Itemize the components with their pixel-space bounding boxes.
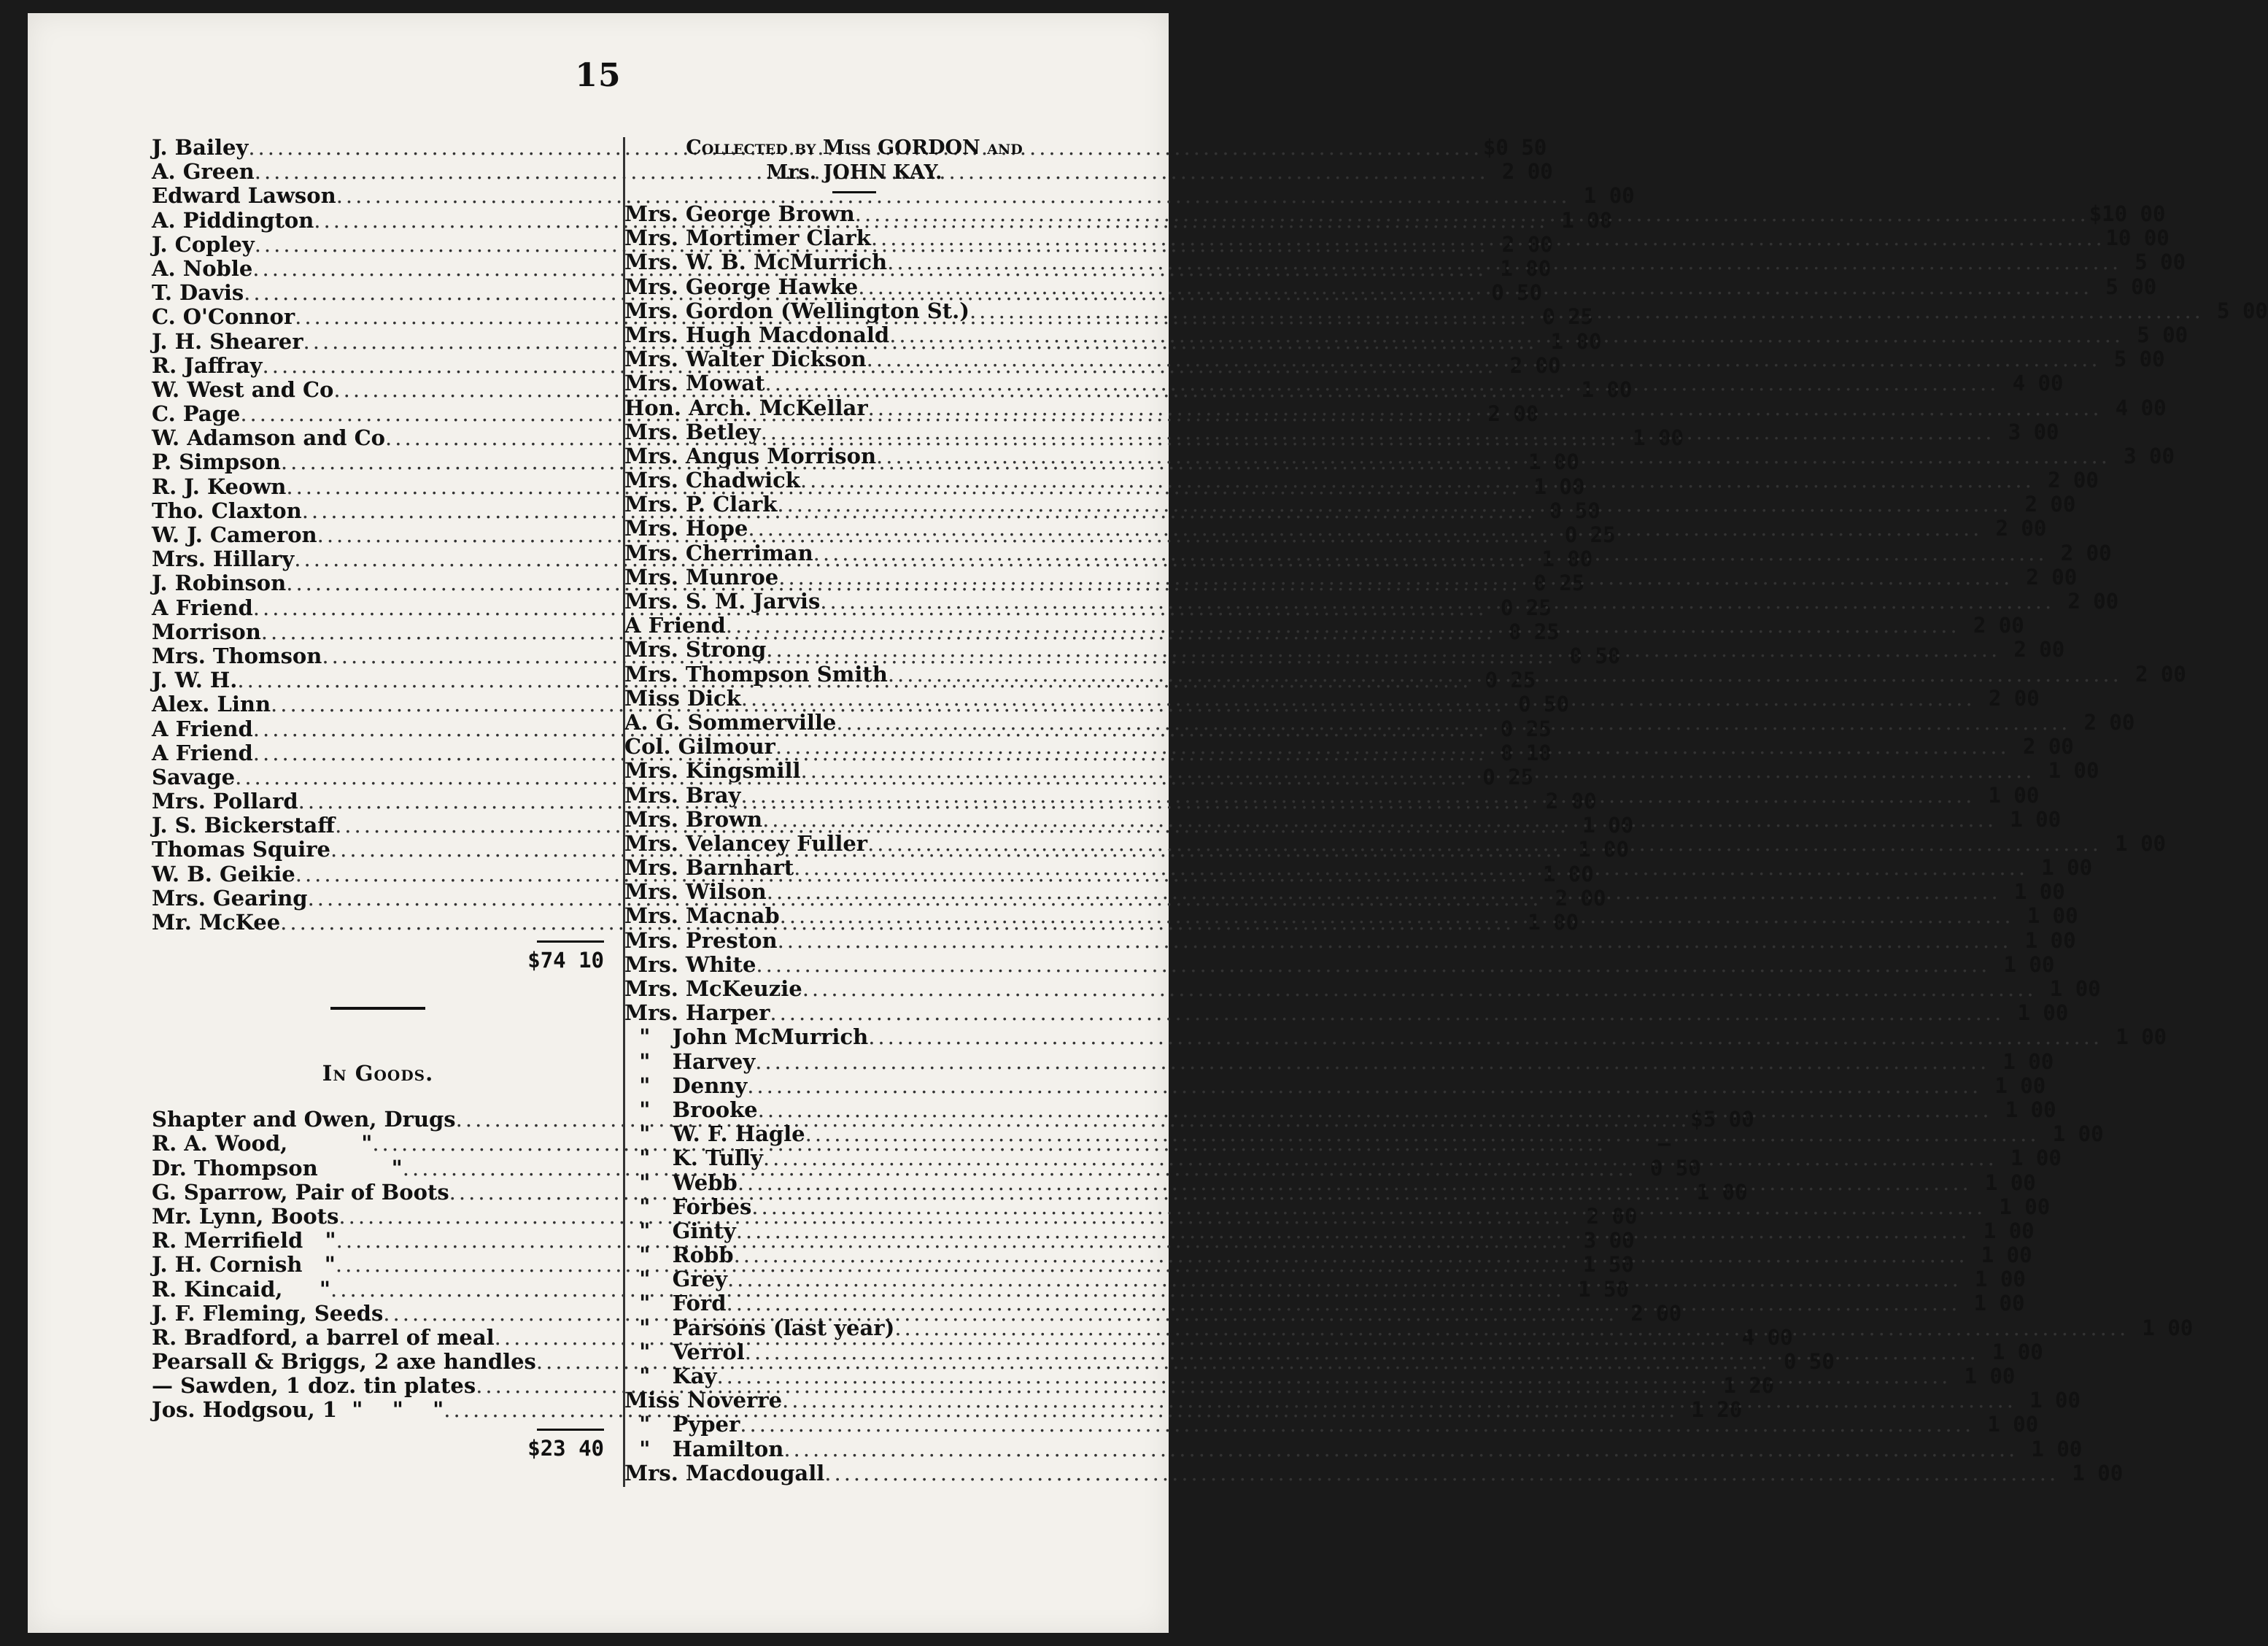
entry-name: R. Kincaid, " — [152, 1276, 331, 1302]
entry-amount: 2 00 — [1995, 516, 2047, 541]
list-item — [624, 855, 2093, 881]
list-item — [624, 1024, 2167, 1050]
entry-name: " K. Tully — [624, 1145, 763, 1171]
entry-name: Tho. Claxton — [152, 498, 302, 523]
entry-name: " Parsons (last year) — [624, 1315, 895, 1340]
entry-amount: 2 00 — [1586, 1203, 1638, 1229]
entry-name: Morrison — [152, 619, 261, 644]
entry-name: J. F. Fleming, Seeds — [152, 1300, 384, 1326]
left-total: $74 10 — [527, 948, 604, 973]
entry-amount: 5 00 — [2113, 347, 2165, 372]
entry-name: Mr. Lynn, Boots — [152, 1203, 339, 1229]
entry-amount: 0 50 — [1518, 692, 1569, 717]
leader-dots — [780, 904, 2014, 928]
entry-amount: 1 00 — [1633, 425, 1684, 451]
entry-name: " Webb — [624, 1170, 738, 1195]
entry-amount: 1 00 — [2027, 903, 2078, 929]
entry-name: Mrs. Mowat — [624, 371, 765, 396]
collected-heading-line2: Mrs. JOHN KAY. — [766, 161, 943, 184]
entry-amount: 1 00 — [1581, 376, 1633, 402]
leader-dots — [745, 1340, 1979, 1364]
leader-dots — [888, 662, 2122, 687]
heading-name: GORDON — [878, 136, 980, 159]
entry-name: C. O'Connor — [152, 304, 295, 330]
entry-name: J. H. Cornish " — [152, 1252, 336, 1278]
list-item — [624, 1000, 2069, 1026]
entry-amount: 0 25 — [1485, 668, 1536, 693]
collected-heading — [624, 136, 1084, 161]
entry-name: " Robb — [624, 1243, 734, 1268]
leader-dots — [727, 1267, 1962, 1291]
entry-amount: 1 00 — [1992, 1339, 2043, 1364]
entry-amount: 1 00 — [1533, 474, 1585, 499]
entry-name: T. Davis — [152, 280, 244, 306]
entry-name: Pearsall & Briggs, 2 axe handles — [152, 1349, 536, 1375]
leader-dots — [868, 1025, 2102, 1049]
entry-amount: 3 00 — [1583, 1228, 1635, 1253]
leader-dots — [766, 638, 2000, 662]
entry-name: " W. F. Hagle — [624, 1121, 805, 1147]
entry-name: A Friend — [152, 740, 253, 765]
list-item — [624, 951, 2055, 977]
entry-amount: 1 00 — [2017, 1000, 2069, 1026]
list-item — [624, 1436, 2083, 1461]
list-item — [624, 830, 2166, 856]
entry-amount: 0 25 — [1508, 619, 1560, 644]
entry-amount: 0 25 — [1542, 304, 1594, 330]
leader-dots — [805, 1122, 2040, 1146]
entry-amount: 2 00 — [1555, 885, 1606, 911]
leader-dots — [748, 517, 1982, 541]
entry-amount: 1 00 — [2010, 806, 2062, 832]
entry-amount: 1 00 — [1983, 1218, 2035, 1243]
entry-amount: 0 25 — [1564, 522, 1616, 547]
entry-amount: 5 00 — [2137, 322, 2188, 347]
entry-amount: 10 00 — [2105, 225, 2170, 251]
entry-amount: 4 00 — [2012, 371, 2064, 396]
entry-name: " Kay — [624, 1364, 717, 1388]
heading-prefix: Collected by Miss — [686, 136, 871, 159]
entry-name: " Ginty — [624, 1218, 736, 1243]
list-item — [624, 806, 2062, 832]
entry-name: Mrs. W. B. McMurrich — [624, 250, 888, 275]
entry-name: Mrs. Strong — [624, 637, 767, 662]
entry-amount: 3 00 — [2124, 443, 2175, 468]
entry-amount: 1 00 — [1987, 1412, 2039, 1437]
leader-dots — [761, 420, 1995, 444]
list-item — [624, 927, 2076, 953]
entry-name: R. Merrifield " — [152, 1228, 336, 1253]
leader-dots — [836, 711, 2070, 735]
list-item — [624, 1048, 2054, 1074]
entry-name: Mrs. Betley — [624, 419, 761, 444]
leader-dots — [887, 250, 2121, 274]
entry-name: Mrs. Hugh Macdonald — [624, 322, 890, 347]
entry-name: Thomas Squire — [152, 837, 330, 862]
entry-amount: 2 00 — [1487, 401, 1539, 427]
leader-dots — [867, 347, 2101, 371]
list-item — [624, 903, 2078, 929]
leader-dots — [740, 1413, 1974, 1437]
leader-dots — [734, 1243, 1968, 1267]
leader-dots — [889, 323, 2124, 347]
leader-dots — [782, 1388, 2016, 1413]
entry-name: A. Green — [152, 159, 255, 185]
entry-name: W. Adamson and Co — [152, 425, 386, 451]
entry-name: R. Bradford, a barrel of meal — [152, 1324, 495, 1350]
leader-dots — [767, 880, 2001, 904]
entry-amount: 1 00 — [1500, 255, 1552, 281]
entry-name: " Hamilton — [624, 1436, 784, 1461]
entry-name: Miss Noverre — [624, 1388, 783, 1413]
leader-dots — [858, 275, 2092, 299]
entry-amount: 1 00 — [1528, 449, 1579, 475]
entry-amount: 5 00 — [2217, 298, 2268, 323]
leader-dots — [802, 977, 2037, 1001]
leader-dots — [747, 1074, 1981, 1098]
entry-amount: 1 00 — [1984, 1170, 2036, 1195]
entry-name: Miss Dick — [624, 685, 741, 711]
entry-name: Mrs. Wilson — [624, 879, 767, 905]
leader-dots — [969, 299, 2204, 323]
entry-name: Mrs. Barnhart — [624, 855, 794, 881]
list-item — [624, 1121, 2104, 1147]
entry-amount: 1 00 — [2031, 1436, 2083, 1461]
leader-dots — [775, 735, 2010, 759]
entry-amount: 1 00 — [2116, 1024, 2167, 1050]
leader-dots — [726, 614, 1960, 638]
entry-amount: 2 00 — [2026, 564, 2078, 590]
leader-dots — [800, 468, 2035, 492]
entry-amount: 2 00 — [1501, 159, 1553, 185]
leader-dots — [762, 808, 1997, 832]
entry-name: J. H. Shearer — [152, 328, 303, 354]
entry-name: Mrs. Gordon (Wellington St.) — [624, 298, 969, 323]
entry-amount: 2 00 — [1630, 1300, 1682, 1326]
leader-dots — [756, 953, 1990, 977]
entry-amount: 1 00 — [1542, 861, 1594, 886]
leader-dots — [763, 1146, 1997, 1170]
entry-amount: 4 00 — [2115, 395, 2167, 420]
leader-dots — [765, 371, 2000, 395]
leader-dots — [716, 1364, 1951, 1388]
entry-name: Mrs. George Brown — [624, 201, 855, 226]
leader-dots — [778, 929, 2012, 953]
entry-amount: 1 00 — [1541, 546, 1593, 572]
entry-amount: 1 00 — [1528, 910, 1579, 935]
entry-amount: $0 50 — [1482, 135, 1547, 160]
list-item — [624, 201, 2166, 226]
leader-dots — [855, 202, 2089, 226]
entry-name: A Friend — [152, 595, 253, 620]
leader-dots — [770, 1001, 2004, 1025]
entry-name: Mrs. Mortimer Clark — [624, 225, 871, 251]
entry-amount: 2 00 — [1545, 789, 1597, 814]
entry-name: A. G. Sommerville — [624, 709, 837, 735]
entry-amount: $10 00 — [2089, 201, 2166, 226]
entry-name: " Forbes — [624, 1194, 752, 1219]
entry-name: " Denny — [624, 1073, 748, 1098]
entry-name: " John McMurrich — [624, 1024, 869, 1050]
total-rule — [537, 940, 604, 943]
entry-name: Mrs. Harper — [624, 1000, 770, 1026]
entry-name: " Ford — [624, 1291, 727, 1316]
entry-name: Mrs. S. M. Jarvis — [624, 589, 821, 614]
entry-amount: 1 20 — [1723, 1373, 1775, 1399]
entry-name: Mr. McKee — [152, 910, 281, 935]
entry-name: Mrs. Brown — [624, 806, 763, 832]
entry-amount: 4 00 — [1741, 1324, 1793, 1350]
entry-amount: — — [1657, 1131, 1671, 1156]
entry-amount: 1 00 — [1988, 782, 2040, 808]
entry-name: Mrs. Kingsmill — [624, 758, 801, 784]
entry-name: G. Sparrow, Pair of Boots — [152, 1179, 449, 1205]
entry-name: Mrs. Hillary — [152, 546, 295, 572]
entry-name: Mrs. Thompson Smith — [624, 661, 888, 687]
leader-dots — [894, 1316, 2129, 1340]
leader-dots — [777, 492, 2011, 517]
entry-name: Dr. Thompson " — [152, 1155, 403, 1181]
entry-name: Mrs. Chadwick — [624, 468, 800, 493]
entry-name: Mrs. Munroe — [624, 564, 779, 590]
entry-name: Mrs. Preston — [624, 927, 778, 953]
entry-amount: 0 25 — [1482, 764, 1534, 789]
entry-amount: 2 00 — [2060, 540, 2112, 565]
entry-name: Mrs. Bray — [624, 782, 741, 808]
leader-dots — [868, 396, 2102, 420]
leader-dots — [783, 1437, 2018, 1461]
entry-name: Col. Gilmour — [624, 734, 775, 760]
entry-amount: 1 00 — [1696, 1179, 1748, 1205]
entry-name: R. Jaffray — [152, 352, 263, 378]
entry-amount: 2 00 — [1509, 352, 1561, 378]
leader-dots — [876, 444, 2110, 468]
entry-amount: 2 00 — [2135, 661, 2186, 687]
entry-amount: 1 50 — [1582, 1252, 1634, 1278]
entry-amount: 1 50 — [1578, 1276, 1629, 1302]
entry-amount: 3 00 — [2008, 419, 2059, 444]
entry-name: Mrs. Pollard — [152, 789, 298, 814]
leader-dots — [758, 1098, 1992, 1122]
entry-name: Mrs. McKeuzie — [624, 976, 802, 1001]
entry-amount: 1 00 — [2013, 879, 2065, 905]
entry-name: J. Copley — [152, 231, 255, 257]
entry-name: Mrs. Hope — [624, 516, 748, 541]
entry-amount: 2 00 — [2067, 589, 2119, 614]
entry-name: W. B. Geikie — [152, 861, 295, 886]
entry-amount: 2 00 — [2083, 709, 2135, 735]
leader-dots — [813, 541, 2048, 565]
leader-dots — [867, 832, 2102, 856]
goods-title: In Goods. — [322, 1061, 434, 1086]
entry-amount: 1 00 — [1994, 1073, 2046, 1098]
entry-amount: 5 00 — [2135, 250, 2186, 275]
entry-name: Mrs. Angus Morrison — [624, 443, 877, 468]
entry-amount: 1 20 — [1691, 1397, 1743, 1423]
entry-amount: 0 25 — [1500, 595, 1552, 620]
entry-amount: 1 00 — [2002, 1048, 2054, 1074]
leader-dots — [755, 1050, 1989, 1074]
entry-amount: 0 25 — [1500, 716, 1552, 741]
entry-amount: 2 00 — [1501, 231, 1553, 257]
goods-total: $23 40 — [527, 1435, 604, 1461]
entry-amount: 1 00 — [1578, 837, 1629, 862]
entry-name: Mrs. White — [624, 951, 756, 977]
entry-amount: 2 00 — [1988, 685, 2040, 711]
leader-dots — [794, 856, 2028, 880]
entry-name: A Friend — [152, 716, 253, 741]
entry-name: W. West and Co — [152, 376, 334, 402]
list-item — [624, 1460, 2124, 1485]
entry-name: J. S. Bickerstaff — [152, 813, 336, 838]
entry-amount: 1 00 — [2048, 758, 2099, 784]
entry-amount: 1 00 — [1582, 813, 1634, 838]
entry-name: Mrs. George Hawke — [624, 274, 859, 299]
entry-name: J. Robinson — [152, 571, 287, 596]
entry-amount: 1 00 — [2072, 1460, 2124, 1485]
entry-amount: 1 00 — [2041, 855, 2093, 881]
entry-name: R. J. Keown — [152, 474, 287, 499]
entry-name: Jos. Hodgsou, 1 " " " — [152, 1397, 444, 1423]
entry-amount: 1 00 — [2142, 1315, 2194, 1340]
entry-amount: 1 00 — [1981, 1243, 2032, 1268]
entry-amount: 1 00 — [2010, 1145, 2062, 1171]
entry-amount: 1 00 — [1550, 328, 1602, 354]
entry-amount: 0 50 — [1649, 1155, 1701, 1181]
list-item — [624, 976, 2101, 1001]
entry-name: J. Bailey — [152, 135, 249, 160]
entry-name: — Sawden, 1 doz. tin plates — [152, 1373, 476, 1399]
entry-name: Mrs. Walter Dickson — [624, 347, 867, 372]
entry-amount: 0 50 — [1783, 1349, 1835, 1375]
entry-name: " Brooke — [624, 1097, 758, 1122]
document-page — [28, 13, 2268, 1633]
entry-name: Hon. Arch. McKellar — [624, 395, 868, 420]
entry-name: A. Noble — [152, 255, 253, 281]
leader-dots — [778, 565, 2013, 590]
leader-dots — [871, 226, 2105, 250]
entry-amount: 1 00 — [2052, 1121, 2104, 1147]
entry-amount: 2 00 — [2024, 492, 2076, 517]
entry-amount: 2 00 — [1973, 613, 2024, 638]
leader-dots — [751, 1195, 1986, 1219]
entry-name: P. Simpson — [152, 449, 281, 475]
leader-dots — [824, 1461, 2059, 1485]
leader-dots — [736, 1219, 1970, 1243]
entry-amount: 1 00 — [2029, 1388, 2081, 1413]
leader-dots — [738, 1171, 1972, 1195]
list-item — [624, 1412, 2039, 1437]
entry-name: Savage — [152, 764, 236, 789]
entry-amount: 1 00 — [2115, 830, 2166, 856]
list-item — [624, 1073, 2046, 1098]
entry-name: " Pyper — [624, 1412, 740, 1437]
entry-name: A Friend — [624, 613, 726, 638]
entry-amount: 1 00 — [2005, 1097, 2056, 1122]
entry-amount: 1 00 — [1999, 1194, 2051, 1219]
entry-name: W. J. Cameron — [152, 522, 317, 547]
leader-dots — [741, 687, 1975, 711]
entry-amount: 2 00 — [2047, 468, 2099, 493]
entry-name: " Harvey — [624, 1048, 756, 1074]
goods-total-rule — [537, 1429, 604, 1431]
entry-name: Mrs. Cherriman — [624, 540, 813, 565]
entry-name: A. Piddington — [152, 207, 314, 233]
leader-dots — [801, 759, 2035, 783]
entry-amount: 1 00 — [1561, 207, 1613, 233]
entry-amount: 0 10 — [1500, 740, 1552, 765]
entry-name: Mrs. Macnab — [624, 903, 780, 929]
entry-name: R. A. Wood, " — [152, 1131, 373, 1156]
leader-dots — [820, 590, 2054, 614]
entry-amount: 1 00 — [1975, 1267, 2026, 1292]
entry-name: Mrs. Thomson — [152, 643, 322, 668]
entry-name: Alex. Linn — [152, 692, 271, 717]
entry-amount: 0 25 — [1533, 571, 1585, 596]
leader-dots — [727, 1291, 1961, 1315]
entry-name: " Verrol — [624, 1339, 745, 1364]
entry-amount: 1 00 — [1964, 1364, 2016, 1388]
entry-amount: $5 00 — [1690, 1107, 1754, 1132]
entry-name: Edward Lawson — [152, 183, 336, 209]
list-item — [152, 183, 1635, 209]
entry-amount: 0 50 — [1549, 498, 1601, 523]
entry-amount: 1 00 — [1973, 1291, 2025, 1316]
entry-name: J. W. H. — [152, 668, 238, 693]
entry-amount: 2 00 — [2013, 637, 2065, 662]
entry-name: Mrs. Gearing — [152, 885, 308, 911]
entry-name: Mrs. P. Clark — [624, 492, 778, 517]
leader-dots — [740, 784, 1975, 808]
entry-name: Shapter and Owen, Drugs — [152, 1107, 456, 1132]
entry-amount: 0 50 — [1569, 643, 1621, 668]
heading-suffix: and — [987, 136, 1023, 159]
entry-name: Mrs. Macdougall — [624, 1460, 825, 1485]
entry-amount: 1 00 — [2003, 951, 2055, 977]
entry-amount: 1 00 — [1583, 183, 1635, 209]
entry-name: " Grey — [624, 1267, 727, 1292]
list-item — [624, 1170, 2036, 1195]
entry-amount: 1 00 — [2049, 976, 2101, 1001]
entry-name: C. Page — [152, 401, 241, 427]
page-number: 15 — [575, 57, 622, 94]
entry-amount: 2 00 — [2022, 734, 2074, 760]
entry-amount: 1 00 — [2024, 927, 2076, 953]
entry-amount: 5 00 — [2105, 274, 2157, 299]
entry-amount: 0 50 — [1491, 280, 1543, 306]
entry-name: Mrs. Velancey Fuller — [624, 830, 868, 856]
